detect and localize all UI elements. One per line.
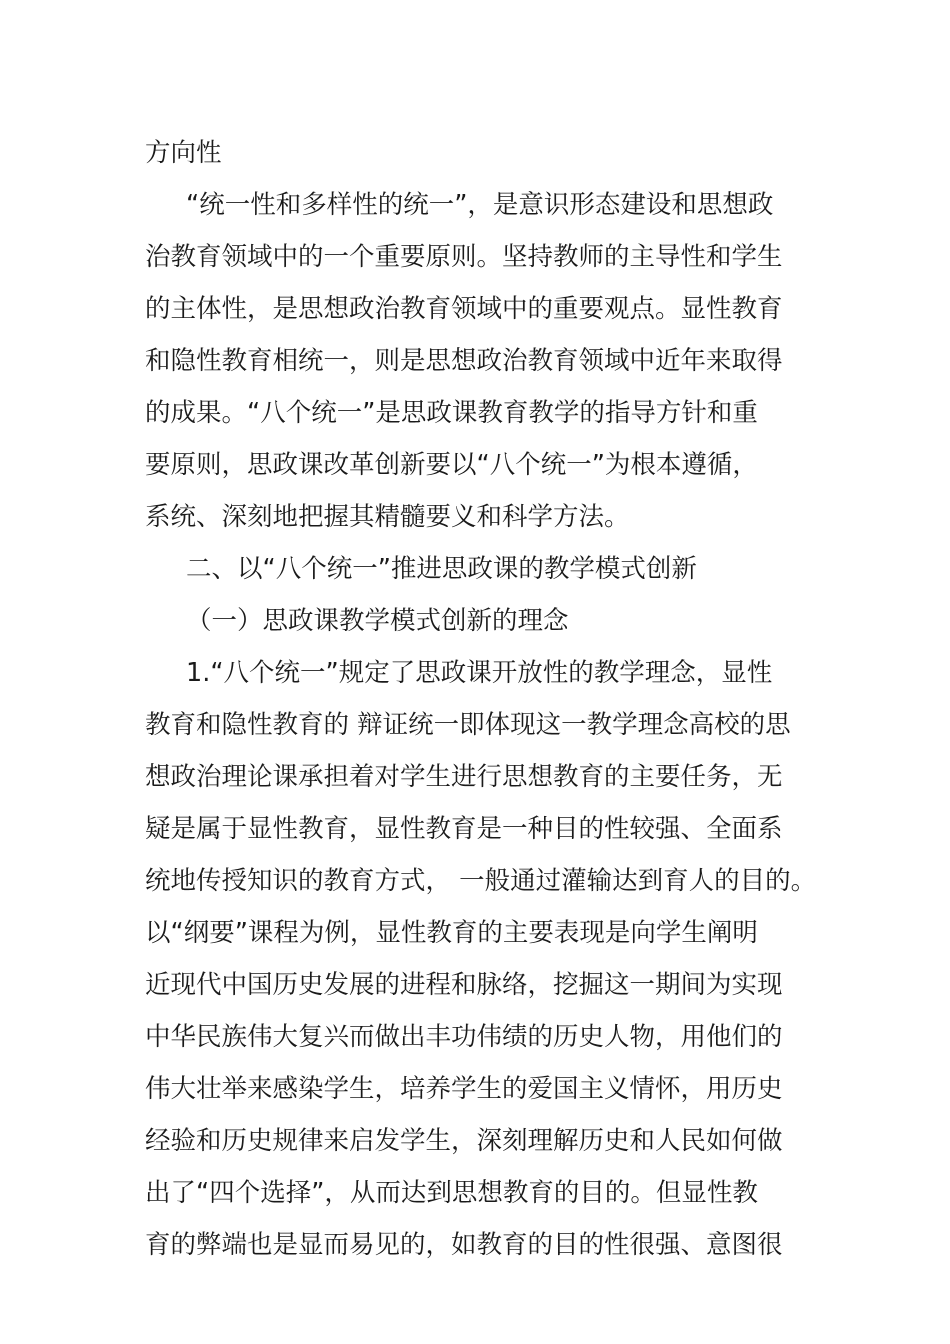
text-line: 教育和隐性教育的 辩证统一即体现这一教学理念高校的思	[145, 710, 791, 740]
text-line: 的成果。“八个统一”是思政课教育教学的指导方针和重	[145, 398, 758, 428]
paragraph-first-line: 1.“八个统一”规定了思政课开放性的教学理念，显性	[186, 658, 773, 688]
text-line: 育的弊端也是显而易见的，如教育的目的性很强、意图很	[145, 1230, 783, 1260]
text-line: 近现代中国历史发展的进程和脉络，挖掘这一期间为实现	[145, 970, 783, 1000]
subsection-heading: （一）思政课教学模式创新的理念	[186, 606, 569, 636]
paragraph-first-line: “统一性和多样性的统一”，是意识形态建设和思想政	[186, 190, 774, 220]
text-line: 中华民族伟大复兴而做出丰功伟绩的历史人物，用他们的	[145, 1022, 783, 1052]
text-line: 疑是属于显性教育，显性教育是一种目的性较强、全面系	[145, 814, 783, 844]
text-line: 治教育领域中的一个重要原则。坚持教师的主导性和学生	[145, 242, 783, 272]
text-line: 统地传授知识的教育方式， 一般通过灌输达到育人的目的。	[145, 866, 817, 896]
text-line: 伟大壮举来感染学生，培养学生的爱国主义情怀，用历史	[145, 1074, 783, 1104]
text-line: 和隐性教育相统一，则是思想政治教育领域中近年来取得	[145, 346, 783, 376]
text-line: 以“纲要”课程为例，显性教育的主要表现是向学生阐明	[145, 918, 758, 948]
text-line: 想政治理论课承担着对学生进行思想教育的主要任务，无	[145, 762, 783, 792]
text-line: 方向性	[145, 138, 222, 168]
section-heading: 二、以“八个统一”推进思政课的教学模式创新	[186, 554, 697, 584]
text-line: 的主体性，是思想政治教育领域中的重要观点。显性教育	[145, 294, 783, 324]
text-line: 出了“四个选择”，从而达到思想教育的目的。但显性教	[145, 1178, 758, 1208]
text-line: 系统、深刻地把握其精髓要义和科学方法。	[145, 502, 630, 532]
text-line: 经验和历史规律来启发学生，深刻理解历史和人民如何做	[145, 1126, 783, 1156]
text-line: 要原则，思政课改革创新要以“八个统一”为根本遵循，	[145, 450, 758, 480]
